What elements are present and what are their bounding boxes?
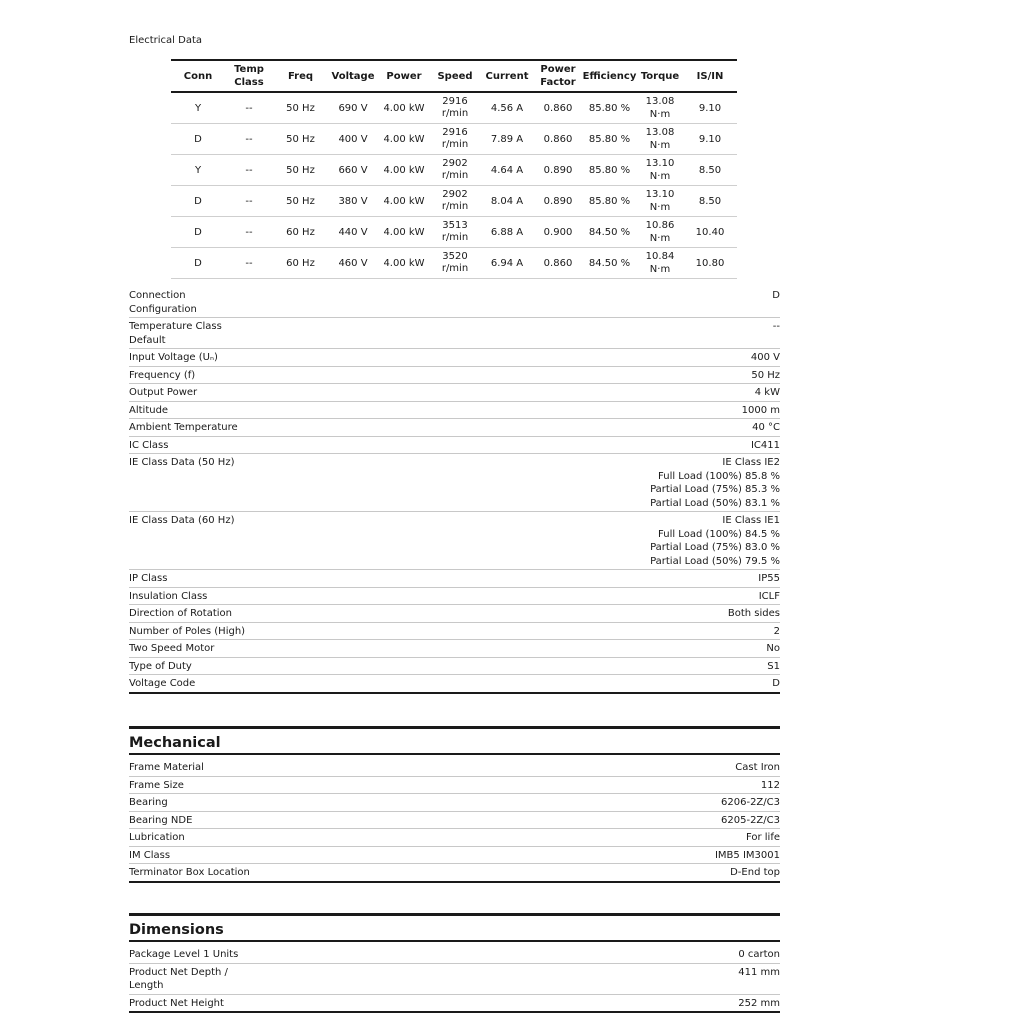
table-cell: 9.10 [683,124,737,155]
table-cell: 4.00 kW [378,155,430,186]
table-cell: 4.00 kW [378,217,430,248]
property-value: 0 carton [738,949,780,960]
table-cell: 460 V [328,248,378,279]
table-cell: 9.10 [683,92,737,124]
property-row [129,640,780,658]
column-header: Power Factor [534,60,582,92]
property-row [129,847,780,865]
dimensions-properties-list [129,946,780,1013]
column-header: Voltage [328,60,378,92]
property-label: Input Voltage (Uₙ) [129,352,218,363]
table-cell: -- [225,155,273,186]
table-cell: 85.80 % [582,155,637,186]
property-label: Product Net Height [129,997,224,1009]
property-row [129,512,780,570]
property-label: Lubrication [129,832,185,843]
table-cell: 50 Hz [273,155,328,186]
table-cell: 4.00 kW [378,186,430,217]
property-value: IP55 [758,573,780,584]
property-value: 252 mm [738,997,780,1009]
property-label: Voltage Code [129,678,196,689]
property-label: Insulation Class [129,590,208,602]
property-row [129,995,780,1014]
property-label: Temperature Class Default [129,321,222,346]
mechanical-properties-list [129,759,780,883]
table-cell: D [171,248,225,279]
table-cell: 4.00 kW [378,248,430,279]
property-label: Ambient Temperature [129,422,238,433]
table-header-row [171,60,737,92]
table-cell: 0.890 [534,186,582,217]
property-row [129,287,780,318]
table-cell: 10.80 [683,248,737,279]
table-cell: 0.860 [534,248,582,279]
property-row [129,419,780,437]
property-row [129,367,780,385]
table-cell: Y [171,155,225,186]
table-row [171,186,737,217]
table-cell: 2902 r/min [430,186,480,217]
property-value: 50 Hz [751,369,780,381]
table-cell: 85.80 % [582,186,637,217]
table-cell: 13.08 N·m [637,124,683,155]
property-row [129,812,780,830]
table-row [171,155,737,186]
property-value: IE Class IE2 Full Load (100%) 85.8 % Partial Load (75%) 85.3 % Partial Load (50%) 83.1 % [650,457,780,509]
table-row [171,92,737,124]
property-label: Bearing NDE [129,814,193,826]
table-cell: 84.50 % [582,248,637,279]
property-row [129,318,780,349]
table-cell: 50 Hz [273,92,328,124]
property-value: No [766,643,780,654]
table-cell: 0.890 [534,155,582,186]
property-row [129,759,780,777]
table-cell: 84.50 % [582,217,637,248]
table-cell: 60 Hz [273,217,328,248]
property-label: Product Net Depth / Length [129,966,228,991]
property-row [129,658,780,676]
property-value: IE Class IE1 Full Load (100%) 84.5 % Partial Load (75%) 83.0 % Partial Load (50%) 79.5 % [650,515,780,567]
table-cell: 60 Hz [273,248,328,279]
electrical-properties-list [129,287,780,694]
property-value: Both sides [727,608,780,619]
table-cell: 0.860 [534,92,582,124]
property-value: S1 [767,660,780,672]
table-cell: -- [225,217,273,248]
property-label: Frequency (f) [129,369,196,381]
property-label: Output Power [129,387,198,398]
column-header: Torque [637,60,683,92]
column-header: Current [480,60,534,92]
table-cell: 4.00 kW [378,124,430,155]
table-cell: 440 V [328,217,378,248]
property-value: IC411 [750,439,780,451]
property-row [129,777,780,795]
dimensions-section-title: Dimensions [129,913,780,942]
table-row [171,217,737,248]
table-cell: 3520 r/min [430,248,480,279]
property-row [129,675,780,694]
table-cell: 2916 r/min [430,124,480,155]
property-label: Number of Poles (High) [129,625,246,637]
table-cell: 13.08 N·m [637,92,683,124]
property-value: 400 V [750,352,780,363]
property-value: -- [772,321,780,332]
property-row [129,623,780,641]
table-cell: 10.40 [683,217,737,248]
table-cell: 7.89 A [480,124,534,155]
table-cell: 13.10 N·m [637,186,683,217]
table-cell: 50 Hz [273,124,328,155]
property-row [129,570,780,588]
table-cell: 400 V [328,124,378,155]
property-label: Connection Configuration [129,290,197,315]
property-value: ICLF [758,590,780,602]
property-label: Direction of Rotation [129,608,232,619]
table-cell: 4.00 kW [378,92,430,124]
column-header: Conn [171,60,225,92]
property-value: 4 kW [754,387,780,398]
property-row [129,588,780,606]
table-row [171,248,737,279]
property-row [129,605,780,623]
property-row [129,437,780,455]
property-row [129,829,780,847]
mechanical-section-title: Mechanical [129,726,780,755]
property-row [129,794,780,812]
property-label: IE Class Data (50 Hz) [129,457,235,468]
property-value: For life [745,832,780,843]
property-value: D [772,290,780,301]
property-label: IP Class [129,573,168,584]
column-header: Temp Class [225,60,273,92]
table-cell: 4.56 A [480,92,534,124]
table-cell: 4.64 A [480,155,534,186]
table-cell: 2916 r/min [430,92,480,124]
property-value: 2 [773,625,780,637]
property-row [129,349,780,367]
column-header: Freq [273,60,328,92]
table-cell: 690 V [328,92,378,124]
property-value: D [772,678,780,689]
table-cell: 6.94 A [480,248,534,279]
table-cell: 85.80 % [582,92,637,124]
electrical-data-table [171,59,737,279]
property-value: D-End top [730,867,780,878]
table-cell: 13.10 N·m [637,155,683,186]
table-cell: 660 V [328,155,378,186]
property-row [129,454,780,512]
property-value: 6205-2Z/C3 [721,814,780,826]
column-header: Speed [430,60,480,92]
table-cell: 0.860 [534,124,582,155]
property-value: 112 [760,779,780,791]
property-row [129,946,780,964]
property-value: IMB5 IM3001 [714,849,780,861]
table-cell: 2902 r/min [430,155,480,186]
table-cell: D [171,124,225,155]
table-cell: -- [225,124,273,155]
table-cell: 3513 r/min [430,217,480,248]
property-value: 411 mm [738,966,780,978]
column-header: Power [378,60,430,92]
column-header: Efficiency [582,60,637,92]
table-cell: -- [225,186,273,217]
table-cell: -- [225,92,273,124]
table-row [171,124,737,155]
property-value: Cast Iron [735,762,780,773]
property-value: 6206-2Z/C3 [721,797,780,808]
table-cell: 10.86 N·m [637,217,683,248]
property-row [129,864,780,883]
table-cell: 8.04 A [480,186,534,217]
property-label: Type of Duty [129,660,192,672]
property-value: 1000 m [741,404,780,416]
column-header: IS/IN [683,60,737,92]
table-cell: 85.80 % [582,124,637,155]
property-row [129,402,780,420]
table-cell: 8.50 [683,155,737,186]
table-cell: -- [225,248,273,279]
table-cell: 8.50 [683,186,737,217]
property-row [129,964,780,995]
table-cell: 50 Hz [273,186,328,217]
table-cell: 6.88 A [480,217,534,248]
table-cell: 10.84 N·m [637,248,683,279]
table-cell: 380 V [328,186,378,217]
property-label: IM Class [129,849,171,861]
electrical-data-heading: Electrical Data [129,35,203,46]
property-label: Frame Material [129,762,204,773]
table-cell: D [171,186,225,217]
table-cell: D [171,217,225,248]
table-cell: 0.900 [534,217,582,248]
property-label: Terminator Box Location [129,867,250,878]
property-value: 40 °C [752,422,780,433]
property-row [129,384,780,402]
property-label: Two Speed Motor [129,643,215,654]
property-label: Bearing [129,797,168,808]
property-label: Frame Size [129,779,184,791]
property-label: IC Class [129,439,169,451]
property-label: IE Class Data (60 Hz) [129,515,235,526]
property-label: Altitude [129,404,169,416]
property-label: Package Level 1 Units [129,949,239,960]
table-cell: Y [171,92,225,124]
